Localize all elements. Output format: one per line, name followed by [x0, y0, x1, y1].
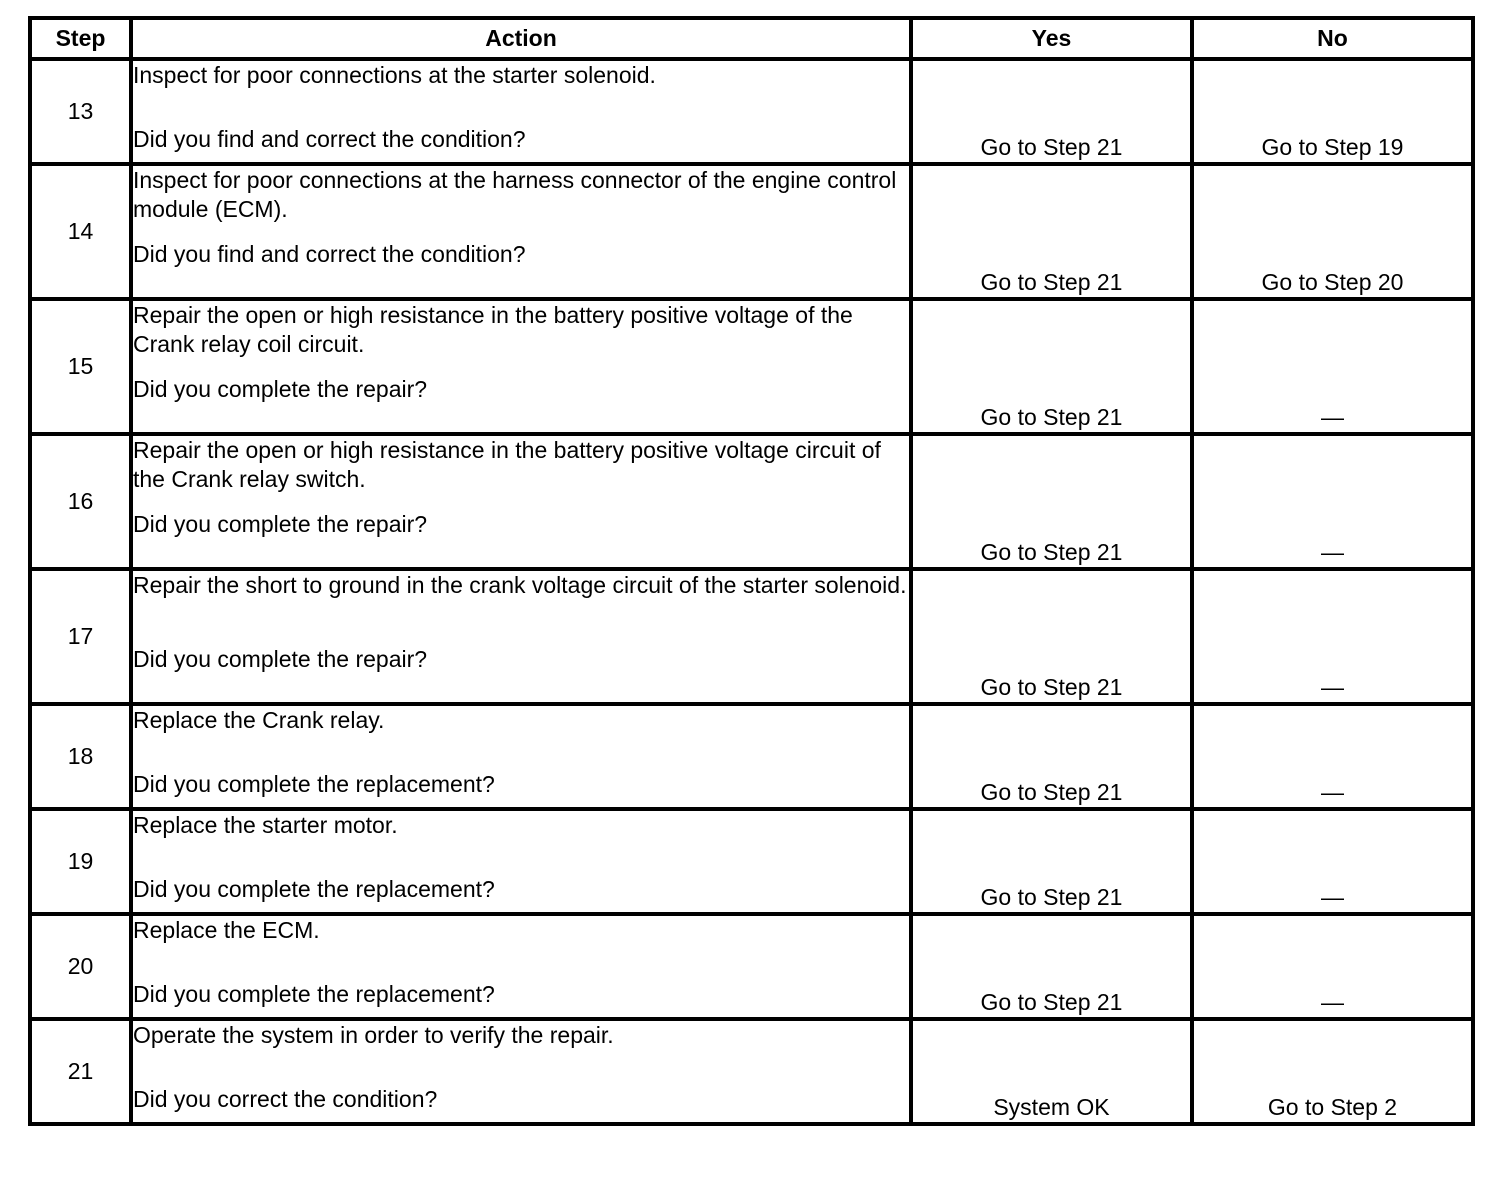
action-question: Did you complete the repair? — [133, 646, 428, 672]
step-number: 19 — [30, 809, 131, 914]
action-question: Did you complete the repair? — [133, 511, 428, 537]
action-instruction: Replace the starter motor. — [133, 812, 398, 838]
no-result: — — [1192, 299, 1473, 434]
table-row — [30, 704, 1473, 809]
table-row — [30, 569, 1473, 704]
step-number: 16 — [30, 434, 131, 569]
no-result: Go to Step 20 — [1192, 164, 1473, 299]
header-yes: Yes — [911, 18, 1192, 59]
action-instruction: Inspect for poor connections at the starter solenoid. — [133, 62, 656, 88]
header-step: Step — [30, 18, 131, 59]
yes-result: Go to Step 21 — [911, 914, 1192, 1019]
no-result: Go to Step 2 — [1192, 1019, 1473, 1124]
table-row — [30, 434, 1473, 569]
no-result: — — [1192, 914, 1473, 1019]
action-cell — [131, 914, 911, 1019]
action-instruction: Inspect for poor connections at the harness connector of the engine control module (ECM). — [133, 167, 897, 222]
action-question: Did you complete the repair? — [133, 376, 428, 402]
header-row — [30, 18, 1473, 59]
no-result: — — [1192, 434, 1473, 569]
action-cell — [131, 59, 911, 164]
action-question: Did you find and correct the condition? — [133, 126, 526, 152]
action-question: Did you complete the replacement? — [133, 981, 495, 1007]
step-number: 21 — [30, 1019, 131, 1124]
action-instruction: Operate the system in order to verify the repair. — [133, 1022, 614, 1048]
step-number: 20 — [30, 914, 131, 1019]
action-instruction: Replace the ECM. — [133, 917, 320, 943]
action-cell — [131, 704, 911, 809]
action-instruction: Repair the short to ground in the crank voltage circuit of the starter solenoid. — [133, 572, 907, 598]
table-row — [30, 914, 1473, 1019]
yes-result: Go to Step 21 — [911, 59, 1192, 164]
step-number: 18 — [30, 704, 131, 809]
action-instruction: Repair the open or high resistance in the battery positive voltage circuit of the Crank relay switch. — [133, 437, 881, 492]
action-cell — [131, 434, 911, 569]
step-number: 14 — [30, 164, 131, 299]
no-result: Go to Step 19 — [1192, 59, 1473, 164]
no-result: — — [1192, 704, 1473, 809]
step-number: 13 — [30, 59, 131, 164]
action-cell — [131, 164, 911, 299]
action-instruction: Repair the open or high resistance in the battery positive voltage of the Crank relay coil circuit. — [133, 302, 853, 357]
table-row — [30, 299, 1473, 434]
yes-result: Go to Step 21 — [911, 569, 1192, 704]
table-row — [30, 59, 1473, 164]
step-number: 15 — [30, 299, 131, 434]
action-question: Did you complete the replacement? — [133, 876, 495, 902]
header-no: No — [1192, 18, 1473, 59]
yes-result: Go to Step 21 — [911, 434, 1192, 569]
table-row — [30, 164, 1473, 299]
action-question: Did you complete the replacement? — [133, 771, 495, 797]
yes-result: System OK — [911, 1019, 1192, 1124]
action-instruction: Replace the Crank relay. — [133, 707, 385, 733]
yes-result: Go to Step 21 — [911, 704, 1192, 809]
no-result: — — [1192, 809, 1473, 914]
table-row — [30, 1019, 1473, 1124]
yes-result: Go to Step 21 — [911, 809, 1192, 914]
no-result: — — [1192, 569, 1473, 704]
action-question: Did you correct the condition? — [133, 1086, 438, 1112]
action-cell — [131, 1019, 911, 1124]
step-number: 17 — [30, 569, 131, 704]
action-cell — [131, 299, 911, 434]
yes-result: Go to Step 21 — [911, 299, 1192, 434]
yes-result: Go to Step 21 — [911, 164, 1192, 299]
action-question: Did you find and correct the condition? — [133, 241, 526, 267]
table-row — [30, 809, 1473, 914]
action-cell — [131, 809, 911, 914]
diagnostic-table — [28, 16, 1475, 1126]
action-cell — [131, 569, 911, 704]
header-action: Action — [131, 18, 911, 59]
